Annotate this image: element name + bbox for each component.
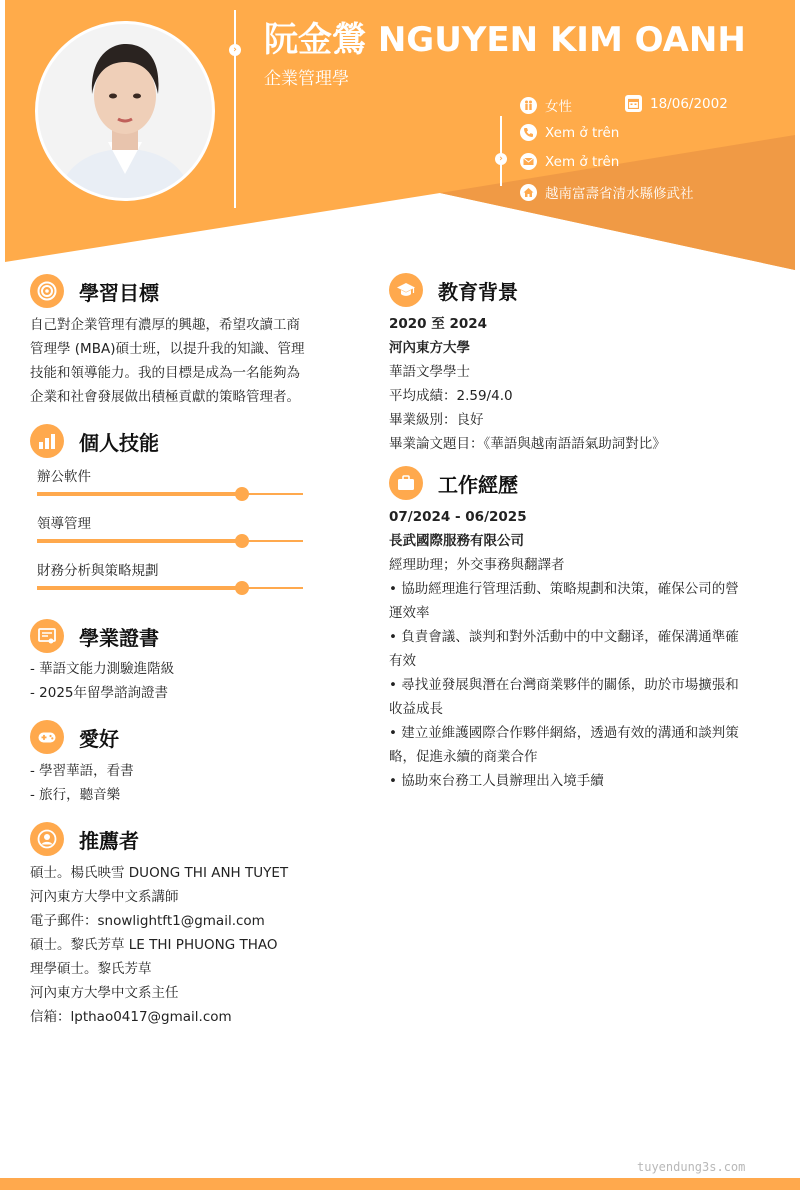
certificate-icon — [30, 619, 64, 653]
objective-text — [30, 313, 304, 409]
objective-line: 自己對企業管理有濃厚的興趣，希望攻讀工商 — [30, 317, 300, 333]
reference-email[interactable]: 信箱：lpthao0417@gmail.com — [30, 1009, 232, 1025]
education-degree: 華語文學學士 — [389, 364, 470, 380]
hobbies-section-header — [30, 720, 119, 754]
experience-period: 07/2024 - 06/2025 — [389, 509, 527, 525]
email-value: Xem ở trên — [545, 153, 620, 170]
briefcase-icon — [389, 466, 423, 500]
gender-value: 女性 — [545, 99, 572, 115]
experience-section-header — [389, 466, 518, 500]
experience-details — [389, 505, 739, 793]
certificate-item: - 2025年留學諮詢證書 — [30, 685, 169, 701]
skill-bar-knob — [235, 534, 249, 548]
phone-value: Xem ở trên — [545, 124, 620, 141]
certificates-list — [30, 657, 174, 705]
reference-line: 河內東方大學中文系主任 — [30, 985, 179, 1001]
education-thesis: 畢業論文題目：《華語與越南語語氣助詞對比》 — [389, 436, 666, 452]
person-icon — [30, 822, 64, 856]
hobby-item: - 學習華語，看書 — [30, 763, 134, 779]
experience-duty: • 協助經理進行管理活動、策略規劃和決策，確保公司的營 — [389, 581, 739, 597]
objective-line: 管理學 (MBA)碩士班，以提升我的知識、管理 — [30, 341, 305, 357]
certificates-title: 學業證書 — [79, 625, 159, 650]
experience-duty: 收益成長 — [389, 701, 443, 717]
certificate-item: - 華語文能力測驗進階級 — [30, 661, 175, 677]
experience-duty: • 協助來台務工人員辦理出入境手續 — [389, 773, 604, 789]
watermark: tuyendung3s.com — [637, 1160, 746, 1174]
header-timeline-dot: › — [229, 44, 241, 56]
skill-bar-fill — [37, 539, 242, 543]
reference-line: 理學碩士。黎氏芳草 — [30, 961, 152, 977]
home-icon — [520, 184, 537, 201]
education-grade: 畢業級別：良好 — [389, 412, 484, 428]
contact-timeline-line — [500, 116, 502, 186]
experience-duty: 有效 — [389, 653, 416, 669]
skill-label: 辦公軟件 — [37, 469, 91, 485]
reference-line: 碩士。楊氏映雪 DUONG THI ANH TUYET — [30, 865, 289, 881]
gamepad-icon — [30, 720, 64, 754]
education-gpa: 平均成績：2.59/4.0 — [389, 388, 513, 404]
skill-bar-fill — [37, 586, 242, 590]
skill-bar-knob — [235, 487, 249, 501]
address-value: 越南富壽省清水縣修武社 — [545, 186, 694, 202]
graduation-cap-icon — [389, 273, 423, 307]
skills-section-header — [30, 424, 159, 458]
footer-bar — [0, 1178, 800, 1190]
objective-section-header — [30, 274, 159, 308]
hobbies-list — [30, 759, 134, 807]
references-section-header — [30, 822, 139, 856]
header-timeline-line — [234, 10, 236, 208]
education-details — [389, 312, 666, 456]
education-title: 教育背景 — [438, 279, 518, 304]
education-school: 河內東方大學 — [389, 340, 470, 356]
profile-photo — [35, 21, 215, 201]
objective-line: 企業和社會發展做出積極貢獻的策略管理者。 — [30, 389, 300, 405]
birthdate-info — [625, 95, 728, 112]
hobbies-title: 愛好 — [79, 726, 119, 751]
certificates-section-header — [30, 619, 159, 653]
address-info — [520, 182, 694, 202]
education-section-header — [389, 273, 518, 307]
experience-duty: 略，促進永續的商業合作 — [389, 749, 538, 765]
experience-duty: 運效率 — [389, 605, 430, 621]
skill-label: 財務分析與策略規劃 — [37, 563, 159, 579]
phone-info[interactable] — [520, 124, 619, 141]
experience-role: 經理助理；外交事務與翻譯者 — [389, 557, 565, 573]
skills-title: 個人技能 — [79, 430, 159, 455]
references-title: 推薦者 — [79, 828, 139, 853]
hobby-item: - 旅行，聽音樂 — [30, 787, 121, 803]
reference-line: 河內東方大學中文系講師 — [30, 889, 179, 905]
email-info[interactable] — [520, 153, 619, 170]
birthdate-value: 18/06/2002 — [650, 95, 728, 112]
experience-title: 工作經歷 — [438, 472, 518, 497]
experience-duty: • 負責會議、談判和對外活動中的中文翻译，確保溝通準確 — [389, 629, 739, 645]
phone-icon — [520, 124, 537, 141]
skill-bar — [37, 540, 303, 542]
objective-line: 技能和領導能力。我的目標是成為一名能夠為 — [30, 365, 300, 381]
target-icon — [30, 274, 64, 308]
education-period: 2020 至 2024 — [389, 316, 488, 332]
objective-title: 學習目標 — [79, 280, 159, 305]
experience-duty: • 建立並維護國際合作夥伴網絡，透過有效的溝通和談判策 — [389, 725, 739, 741]
calendar-icon — [625, 95, 642, 112]
skill-bar-knob — [235, 581, 249, 595]
contact-timeline-dot: › — [495, 153, 507, 165]
candidate-position: 企業管理學 — [264, 69, 349, 89]
mail-icon — [520, 153, 537, 170]
candidate-name: 阮金鶯 NGUYEN KIM OANH — [264, 20, 746, 60]
reference-email[interactable]: 電子郵件：snowlightft1@gmail.com — [30, 913, 265, 929]
experience-company: 長武國際服務有限公司 — [389, 533, 524, 549]
skill-label: 領導管理 — [37, 516, 91, 532]
experience-duty: • 尋找並發展與潛在台灣商業夥伴的關係，助於市場擴張和 — [389, 677, 739, 693]
gender-info — [520, 95, 572, 115]
gender-icon — [520, 97, 537, 114]
skill-bar-fill — [37, 492, 242, 496]
bar-chart-icon — [30, 424, 64, 458]
skill-bar — [37, 587, 303, 589]
references-text — [30, 861, 288, 1029]
skill-bar — [37, 493, 303, 495]
reference-line: 碩士。黎氏芳草 LE THI PHUONG THAO — [30, 937, 278, 953]
